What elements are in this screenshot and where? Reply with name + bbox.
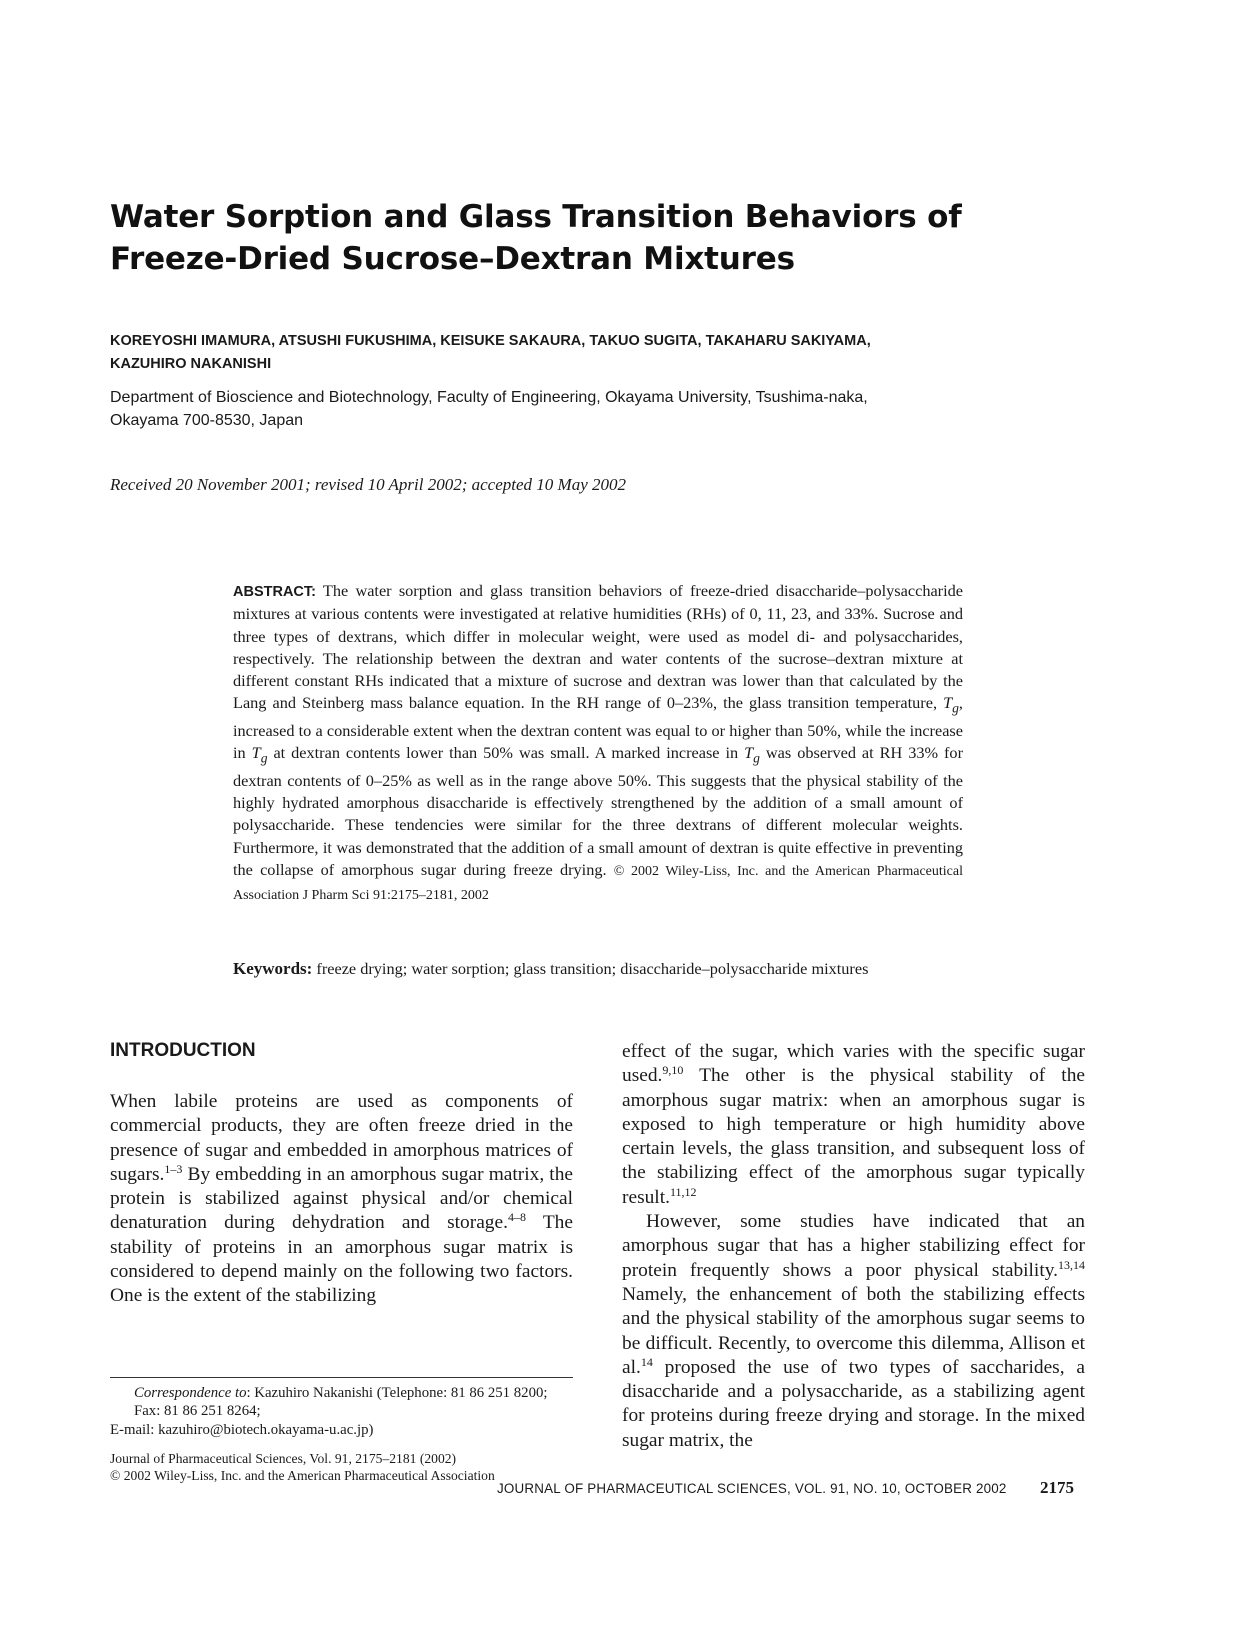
abstract-label: ABSTRACT:: [233, 584, 316, 600]
tg-symbol: $T_g$: [744, 743, 760, 766]
authors-line-1: KOREYOSHI IMAMURA, ATSUSHI FUKUSHIMA, KEISUKE SAKAURA, TAKUO SUGITA, TAKAHARU SAKIYAMA,: [110, 333, 871, 349]
page-number: 2175: [1040, 1478, 1074, 1497]
keywords-label: Keywords:: [233, 959, 313, 978]
intro-paragraph-1: When labile proteins are used as components of commercial products, they are often freeze dried in the presence of sugar and embedded in amorphous matrices of sugars.$^{1-3}$ By embedding in an amorphous sugar matrix, the protein is stabilized against physical and/or chemical denaturation during dehydration and storage.$^{4-8}$ The stability of proteins in an amorphous sugar matrix is considered to depend mainly on the following two factors. One is the extent of the stabilizing: [110, 1091, 573, 1307]
author-list: [110, 330, 1120, 376]
abstract: [233, 580, 963, 908]
section-heading-introduction: INTRODUCTION: [110, 1040, 256, 1061]
abstract-text-4: was observed at RH 33% for dextran contents of 0–25% as well as in the range above 50%. This suggests that the physical stability of the highly hydrated amorphous disaccharide is effectively strengthened by the addition of a small amount of polysaccharide. These tendencies were similar for the three dextrans of different molecular weights. Furthermore, it was demonstrated that the addition of a small amount of dextran is quite effective in preventing the collapse of amorphous sugar during freeze drying.: [233, 743, 963, 880]
left-column: [110, 1090, 573, 1309]
citation: 1–3: [164, 1161, 183, 1176]
tg-symbol: $T_g$: [251, 743, 268, 766]
correspondence-footnote: [110, 1384, 573, 1439]
abstract-copyright: © 2002 Wiley-Liss, Inc. and the American Pharmaceutical Association J Pharm Sci 91:2175–2181, 2002: [233, 864, 963, 904]
abstract-text-1: The water sorption and glass transition behaviors of freeze-dried disaccharide–polysaccharide mixtures at various contents were investigated at relative humidities (RHs) of 0, 11, 23, and 33%. Sucrose and three types of dextrans, which differ in molecular weight, were used as model di- and polysaccharides, respectively. The relationship between the dextran and water contents of the sucrose–dextran mixture at different constant RHs indicated that a mixture of sucrose and dextran was lower than that calculated by the Lang and Steinberg mass balance equation. In the RH range of 0–23%, the glass transition temperature,: [233, 581, 963, 713]
running-footer: JOURNAL OF PHARMACEUTICAL SCIENCES, VOL. 91, NO. 10, OCTOBER 2002: [497, 1481, 1007, 1496]
received-dates: Received 20 November 2001; revised 10 April 2002; accepted 10 May 2002: [110, 475, 626, 494]
journal-citation-note: Journal of Pharmaceutical Sciences, Vol. 91, 2175–2181 (2002) © 2002 Wiley-Liss, Inc. and the American Pharmaceutical Association: [110, 1451, 495, 1483]
intro-paragraph-2: However, some studies have indicated that an amorphous sugar that has a higher stabilizing effect for protein frequently shows a poor physical stability.$^{13,14}$ Namely, the enhancement of both the stabilizing effects and the physical stability of the amorphous sugar seems to be difficult. Recently, to overcome this dilemma, Allison et al.$^{14}$ proposed the use of two types of saccharides, a disaccharide and a polysaccharide, as a stabilizing agent for proteins during freeze drying and storage. In the mixed sugar matrix, the: [622, 1211, 1085, 1451]
citation: 13,14: [1058, 1257, 1085, 1272]
affiliation: [110, 386, 1120, 432]
authors-line-2: KAZUHIRO NAKANISHI: [110, 356, 272, 372]
correspondence-email: E-mail: kazuhiro@biotech.okayama-u.ac.jp): [110, 1421, 374, 1438]
keywords: [233, 958, 963, 980]
title-line-2: Freeze-Dried Sucrose–Dextran Mixtures: [110, 241, 795, 277]
footnote-divider: [110, 1377, 573, 1378]
citation: 11,12: [669, 1184, 697, 1199]
correspondence-text: : Kazuhiro Nakanishi (Telephone: 81 86 251 8200; Fax: 81 86 251 8264;: [134, 1385, 548, 1420]
keywords-text: freeze drying; water sorption; glass transition; disaccharide–polysaccharide mixtures: [312, 959, 869, 978]
affiliation-line-2: Okayama 700-8530, Japan: [110, 412, 304, 429]
affiliation-line-1: Department of Bioscience and Biotechnology, Faculty of Engineering, Okayama University, Tsushima-naka,: [110, 389, 868, 406]
citation: 14: [640, 1354, 653, 1369]
abstract-text-3: at dextran contents lower than 50% was small. A marked increase in: [267, 743, 745, 763]
citation: 9,10: [662, 1063, 684, 1078]
intro-paragraph-1-continued: effect of the sugar, which varies with the specific sugar used.$^{9,10}$ The other is the physical stability of the amorphous sugar matrix: when an amorphous sugar is exposed to high temperature or high humidity above certain levels, the glass transition, and subsequent loss of the stabilizing effect of the amorphous sugar typically result.$^{11,12}$: [622, 1041, 1085, 1208]
article-title: [110, 196, 1120, 280]
citation: 4–8: [507, 1210, 526, 1225]
title-line-1: Water Sorption and Glass Transition Behaviors of: [110, 199, 962, 235]
tg-symbol: $T_g$: [943, 693, 959, 716]
abstract-text-2: , increased to a considerable extent when the dextran content was equal to or higher than 50%, while the increase in: [233, 693, 963, 763]
correspondence-label: Correspondence to: [134, 1385, 247, 1401]
right-column: [622, 1040, 1085, 1453]
